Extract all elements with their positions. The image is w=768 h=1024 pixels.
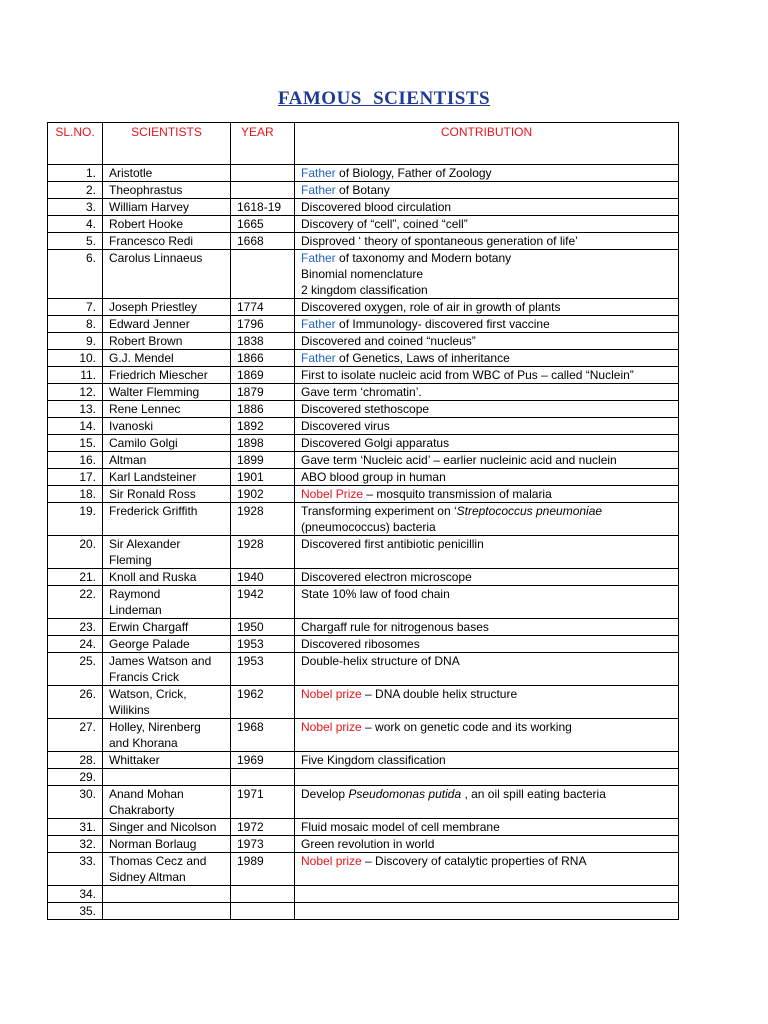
cell-sl-no: 31.: [48, 819, 103, 836]
contribution-text: – Discovery of catalytic properties of RNA: [361, 854, 587, 868]
table-row: [48, 786, 679, 819]
father-highlight: Father: [301, 251, 336, 265]
cell-sl-no: 4.: [48, 216, 103, 233]
cell-scientist: [103, 769, 231, 786]
cell-year: 1668: [231, 233, 295, 250]
cell-sl-no: 34.: [48, 886, 103, 903]
cell-sl-no: 6.: [48, 250, 103, 299]
cell-contribution: [295, 903, 679, 920]
cell-scientist: Norman Borlaug: [103, 836, 231, 853]
contribution-text: Discovered Golgi apparatus: [301, 436, 450, 450]
cell-sl-no: 27.: [48, 719, 103, 752]
contribution-text: Discovered electron microscope: [301, 570, 472, 584]
contribution-text: , an oil spill eating bacteria: [461, 787, 606, 801]
cell-scientist: Rene Lennec: [103, 401, 231, 418]
cell-year: 1971: [231, 786, 295, 819]
cell-scientist: Sir Alexander Fleming: [103, 536, 231, 569]
contribution-text: of taxonomy and Modern botany Binomial nomenclature 2 kingdom classification: [301, 251, 512, 297]
contribution-text: (pneumococcus) bacteria: [301, 520, 436, 534]
page-title: FAMOUS SCIENTISTS: [277, 88, 491, 109]
table-row: [48, 165, 679, 182]
contribution-text: Discovered and coined “nucleus”: [301, 334, 476, 348]
cell-year: 1953: [231, 653, 295, 686]
cell-contribution: [295, 435, 679, 452]
cell-sl-no: 32.: [48, 836, 103, 853]
cell-sl-no: 3.: [48, 199, 103, 216]
cell-year: [231, 250, 295, 299]
cell-scientist: James Watson and Francis Crick: [103, 653, 231, 686]
cell-scientist: [103, 886, 231, 903]
contribution-text: Discovered ribosomes: [301, 637, 420, 651]
contribution-text: Gave term ‘chromatin’.: [301, 385, 422, 399]
cell-sl-no: 20.: [48, 536, 103, 569]
cell-scientist: Frederick Griffith: [103, 503, 231, 536]
cell-contribution: [295, 250, 679, 299]
cell-sl-no: 23.: [48, 619, 103, 636]
cell-scientist: Holley, Nirenberg and Khorana: [103, 719, 231, 752]
cell-sl-no: 26.: [48, 686, 103, 719]
cell-contribution: [295, 165, 679, 182]
table-row: [48, 316, 679, 333]
header-sl-no: SL.NO.: [48, 123, 103, 165]
table-row: [48, 486, 679, 503]
cell-scientist: Anand Mohan Chakraborty: [103, 786, 231, 819]
cell-year: 1838: [231, 333, 295, 350]
cell-contribution: [295, 819, 679, 836]
cell-scientist: Singer and Nicolson: [103, 819, 231, 836]
table-row: [48, 435, 679, 452]
cell-scientist: Sir Ronald Ross: [103, 486, 231, 503]
contribution-text: Double-helix structure of DNA: [301, 654, 460, 668]
table-row: [48, 636, 679, 653]
cell-year: 1899: [231, 452, 295, 469]
table-row: [48, 503, 679, 536]
cell-sl-no: 24.: [48, 636, 103, 653]
cell-year: [231, 182, 295, 199]
father-highlight: Father: [301, 317, 336, 331]
contribution-text: ABO blood group in human: [301, 470, 446, 484]
cell-contribution: [295, 653, 679, 686]
cell-year: 1796: [231, 316, 295, 333]
table-row: [48, 819, 679, 836]
contribution-text: First to isolate nucleic acid from WBC of Pus – called “Nuclein”: [301, 368, 634, 382]
cell-sl-no: 9.: [48, 333, 103, 350]
cell-year: 1972: [231, 819, 295, 836]
cell-scientist: G.J. Mendel: [103, 350, 231, 367]
cell-contribution: [295, 367, 679, 384]
cell-contribution: [295, 182, 679, 199]
cell-year: [231, 769, 295, 786]
cell-scientist: Walter Flemming: [103, 384, 231, 401]
cell-contribution: [295, 636, 679, 653]
table-row: [48, 886, 679, 903]
cell-scientist: Knoll and Ruska: [103, 569, 231, 586]
cell-year: 1866: [231, 350, 295, 367]
header-contribution: CONTRIBUTION: [295, 123, 679, 165]
cell-contribution: [295, 418, 679, 435]
cell-sl-no: 10.: [48, 350, 103, 367]
cell-year: [231, 165, 295, 182]
contribution-text: Pseudomonas putida: [348, 787, 462, 801]
table-row: [48, 586, 679, 619]
cell-sl-no: 29.: [48, 769, 103, 786]
cell-scientist: Friedrich Miescher: [103, 367, 231, 384]
contribution-text: – mosquito transmission of malaria: [363, 487, 552, 501]
table-row: [48, 752, 679, 769]
cell-sl-no: 25.: [48, 653, 103, 686]
cell-year: 1950: [231, 619, 295, 636]
cell-sl-no: 14.: [48, 418, 103, 435]
contribution-text: State 10% law of food chain: [301, 587, 450, 601]
cell-year: 1898: [231, 435, 295, 452]
cell-scientist: Camilo Golgi: [103, 435, 231, 452]
father-highlight: Father: [301, 183, 336, 197]
table-row: [48, 367, 679, 384]
cell-contribution: [295, 233, 679, 250]
contribution-text: Streptococcus pneumoniae: [456, 504, 603, 518]
contribution-text: Disproved ‘ theory of spontaneous generation of life’: [301, 234, 578, 248]
contribution-text: Transforming experiment on ‘: [301, 504, 457, 518]
table-row: [48, 769, 679, 786]
table-row: [48, 233, 679, 250]
cell-year: 1869: [231, 367, 295, 384]
table-row: [48, 569, 679, 586]
cell-year: 1942: [231, 586, 295, 619]
header-scientists: SCIENTISTS: [103, 123, 231, 165]
cell-scientist: Robert Hooke: [103, 216, 231, 233]
cell-scientist: Karl Landsteiner: [103, 469, 231, 486]
cell-contribution: [295, 619, 679, 636]
cell-contribution: [295, 350, 679, 367]
contribution-text: – work on genetic code and its working: [361, 720, 572, 734]
cell-year: 1968: [231, 719, 295, 752]
table-row: [48, 653, 679, 686]
cell-year: 1774: [231, 299, 295, 316]
table-row: [48, 836, 679, 853]
cell-scientist: Francesco Redi: [103, 233, 231, 250]
table-row: [48, 384, 679, 401]
table-row: [48, 216, 679, 233]
cell-scientist: Ivanoski: [103, 418, 231, 435]
table-row: [48, 686, 679, 719]
contribution-text: Chargaff rule for nitrogenous bases: [301, 620, 489, 634]
cell-sl-no: 28.: [48, 752, 103, 769]
header-row: [48, 123, 679, 165]
cell-year: 1928: [231, 503, 295, 536]
cell-sl-no: 17.: [48, 469, 103, 486]
cell-scientist: William Harvey: [103, 199, 231, 216]
cell-scientist: Thomas Cecz and Sidney Altman: [103, 853, 231, 886]
contribution-text: Discovered first antibiotic penicillin: [301, 537, 484, 551]
header-year: YEAR: [231, 123, 295, 165]
contribution-text: Gave term ‘Nucleic acid’ – earlier nucleinic acid and nuclein: [301, 453, 617, 467]
contribution-text: Fluid mosaic model of cell membrane: [301, 820, 500, 834]
cell-year: 1940: [231, 569, 295, 586]
contribution-text: – DNA double helix structure: [361, 687, 518, 701]
cell-sl-no: 21.: [48, 569, 103, 586]
cell-year: 1962: [231, 686, 295, 719]
table-row: [48, 250, 679, 299]
table-row: [48, 418, 679, 435]
contribution-text: Discovered blood circulation: [301, 200, 452, 214]
cell-year: 1953: [231, 636, 295, 653]
cell-contribution: [295, 299, 679, 316]
contribution-text: Discovered virus: [301, 419, 390, 433]
table-row: [48, 299, 679, 316]
contribution-text: Five Kingdom classification: [301, 753, 446, 767]
contribution-text: of Immunology- discovered first vaccine: [335, 317, 550, 331]
cell-contribution: [295, 686, 679, 719]
cell-scientist: Whittaker: [103, 752, 231, 769]
cell-sl-no: 1.: [48, 165, 103, 182]
cell-scientist: Erwin Chargaff: [103, 619, 231, 636]
cell-sl-no: 12.: [48, 384, 103, 401]
cell-contribution: [295, 752, 679, 769]
cell-sl-no: 13.: [48, 401, 103, 418]
cell-contribution: [295, 486, 679, 503]
cell-sl-no: 2.: [48, 182, 103, 199]
cell-year: 1928: [231, 536, 295, 569]
scientists-table: [47, 122, 679, 920]
cell-scientist: Carolus Linnaeus: [103, 250, 231, 299]
cell-contribution: [295, 586, 679, 619]
nobel-prize-highlight: Nobel prize: [301, 854, 362, 868]
cell-sl-no: 7.: [48, 299, 103, 316]
cell-year: 1973: [231, 836, 295, 853]
nobel-prize-highlight: Nobel Prize: [301, 487, 364, 501]
contribution-text: Develop: [301, 787, 349, 801]
cell-year: 1901: [231, 469, 295, 486]
cell-year: 1879: [231, 384, 295, 401]
cell-contribution: [295, 216, 679, 233]
cell-contribution: [295, 886, 679, 903]
table-row: [48, 853, 679, 886]
contribution-text: of Botany: [335, 183, 390, 197]
contribution-text: Green revolution in world: [301, 837, 435, 851]
table-row: [48, 903, 679, 920]
cell-contribution: [295, 569, 679, 586]
nobel-prize-highlight: Nobel prize: [301, 687, 362, 701]
contribution-text: of Biology, Father of Zoology: [335, 166, 492, 180]
table-row: [48, 333, 679, 350]
cell-scientist: Theophrastus: [103, 182, 231, 199]
cell-scientist: [103, 903, 231, 920]
cell-sl-no: 8.: [48, 316, 103, 333]
father-highlight: Father: [301, 166, 336, 180]
table-row: [48, 401, 679, 418]
table-row: [48, 469, 679, 486]
cell-sl-no: 35.: [48, 903, 103, 920]
cell-year: 1886: [231, 401, 295, 418]
table-row: [48, 452, 679, 469]
cell-sl-no: 16.: [48, 452, 103, 469]
cell-contribution: [295, 769, 679, 786]
cell-sl-no: 22.: [48, 586, 103, 619]
cell-contribution: [295, 469, 679, 486]
cell-contribution: [295, 452, 679, 469]
contribution-text: of Genetics, Laws of inheritance: [335, 351, 510, 365]
cell-contribution: [295, 333, 679, 350]
cell-contribution: [295, 786, 679, 819]
cell-sl-no: 11.: [48, 367, 103, 384]
cell-sl-no: 33.: [48, 853, 103, 886]
cell-scientist: Joseph Priestley: [103, 299, 231, 316]
table-row: [48, 182, 679, 199]
contribution-text: Discovery of “cell”, coined “cell”: [301, 217, 468, 231]
cell-year: 1969: [231, 752, 295, 769]
cell-year: 1892: [231, 418, 295, 435]
cell-sl-no: 30.: [48, 786, 103, 819]
cell-scientist: Aristotle: [103, 165, 231, 182]
cell-scientist: Edward Jenner: [103, 316, 231, 333]
contribution-text: Discovered stethoscope: [301, 402, 430, 416]
table-row: [48, 719, 679, 752]
cell-sl-no: 15.: [48, 435, 103, 452]
cell-sl-no: 19.: [48, 503, 103, 536]
cell-year: 1618-19: [231, 199, 295, 216]
cell-scientist: Raymond Lindeman: [103, 586, 231, 619]
cell-sl-no: 18.: [48, 486, 103, 503]
cell-scientist: Robert Brown: [103, 333, 231, 350]
cell-contribution: [295, 719, 679, 752]
contribution-text: Discovered oxygen, role of air in growth of plants: [301, 300, 561, 314]
cell-contribution: [295, 199, 679, 216]
father-highlight: Father: [301, 351, 336, 365]
cell-contribution: [295, 853, 679, 886]
cell-contribution: [295, 503, 679, 536]
cell-contribution: [295, 384, 679, 401]
table-row: [48, 199, 679, 216]
cell-contribution: [295, 536, 679, 569]
table-row: [48, 619, 679, 636]
nobel-prize-highlight: Nobel prize: [301, 720, 362, 734]
cell-year: 1665: [231, 216, 295, 233]
cell-scientist: George Palade: [103, 636, 231, 653]
table-row: [48, 536, 679, 569]
cell-contribution: [295, 316, 679, 333]
cell-scientist: Altman: [103, 452, 231, 469]
table-body: [48, 165, 679, 920]
cell-year: 1989: [231, 853, 295, 886]
cell-scientist: Watson, Crick, Wilikins: [103, 686, 231, 719]
cell-sl-no: 5.: [48, 233, 103, 250]
cell-contribution: [295, 836, 679, 853]
cell-year: 1902: [231, 486, 295, 503]
table-row: [48, 350, 679, 367]
cell-contribution: [295, 401, 679, 418]
cell-year: [231, 903, 295, 920]
cell-year: [231, 886, 295, 903]
